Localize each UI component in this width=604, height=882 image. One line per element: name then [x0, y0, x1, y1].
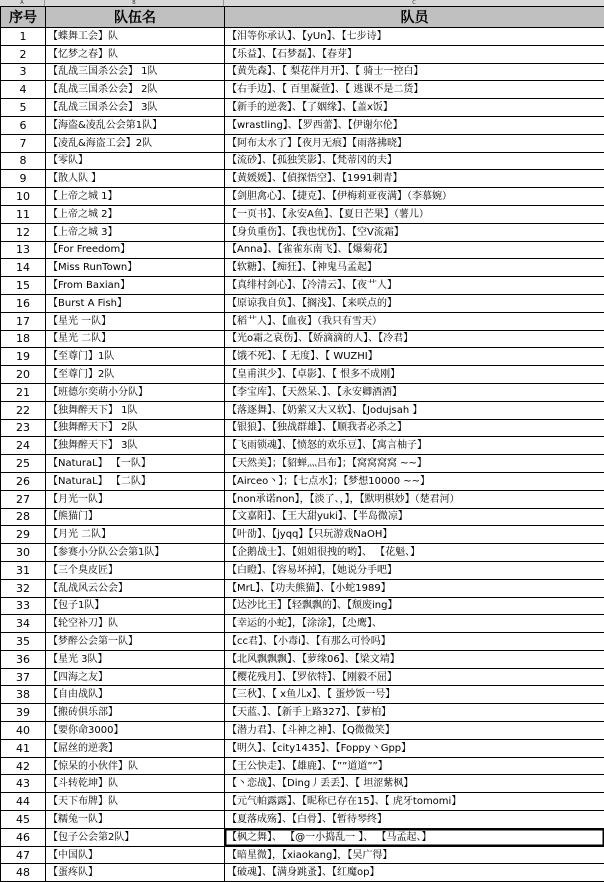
row-index-cell[interactable]: 19	[1, 348, 46, 366]
row-index-cell[interactable]: 42	[1, 757, 46, 775]
row-index-cell[interactable]: 34	[1, 615, 46, 633]
team-name-cell[interactable]: 【惊呆的小伙伴】队	[46, 757, 225, 775]
table-row	[1, 846, 604, 864]
members-cell[interactable]: 【幸运的小蛇】，【涂涂】，【尐鹰】、	[225, 615, 604, 633]
row-index-cell[interactable]: 21	[1, 383, 46, 401]
team-name-cell[interactable]: 【包子公会第2队】	[46, 828, 225, 846]
members-cell[interactable]: 【落逐舞】、【奶萦又大又软】、【Jodujsah 】	[225, 401, 604, 419]
members-cell[interactable]: 【MrL】、【功夫熊猫】、【小蛇1989】	[225, 579, 604, 597]
row-index-cell[interactable]: 28	[1, 508, 46, 526]
members-cell[interactable]: 【破魂】、【满身跳蚤】、【红魔op】	[225, 864, 604, 882]
team-name-cell[interactable]: 【自由战队】	[46, 686, 225, 704]
members-cell[interactable]: 【北风飘飘飘】、【萝缘06】、【梁文靖】	[225, 650, 604, 668]
team-name-cell[interactable]: 【屌丝的逆袭】	[46, 739, 225, 757]
row-index-cell[interactable]: 38	[1, 686, 46, 704]
row-index-cell[interactable]: 4	[1, 81, 46, 99]
row-index-cell[interactable]: 10	[1, 188, 46, 206]
column-header-c[interactable]: C	[224, 0, 604, 7]
column-header-a[interactable]: A	[0, 0, 45, 7]
row-index-cell[interactable]: 31	[1, 561, 46, 579]
team-name-cell[interactable]: 【独舞醉天下】 1队	[46, 401, 225, 419]
team-roster-table	[0, 6, 604, 882]
team-name-cell[interactable]: 【搬砖俱乐部】	[46, 704, 225, 722]
header-team[interactable]: 队伍名	[46, 7, 225, 28]
team-name-cell[interactable]: 【要你命3000】	[46, 722, 225, 740]
row-index-cell[interactable]: 32	[1, 579, 46, 597]
table-row	[1, 366, 604, 384]
row-index-cell[interactable]: 22	[1, 401, 46, 419]
team-name-cell[interactable]: 【星光 3队】	[46, 650, 225, 668]
team-name-cell[interactable]: 【三个臭皮匠】	[46, 561, 225, 579]
row-index-cell[interactable]: 33	[1, 597, 46, 615]
table-row	[1, 241, 604, 259]
members-cell[interactable]: 【Anna】、【雀雀东南飞】、【爆菊花】	[225, 241, 604, 259]
members-cell[interactable]: 【潜力君】、【斗神之神】、【Q微微笑】	[225, 722, 604, 740]
table-row	[1, 757, 604, 775]
members-cell[interactable]: 【阿布太水了】【夜月无痕】【雨落拂晓】	[225, 134, 604, 152]
table-row	[1, 668, 604, 686]
table-row	[1, 472, 604, 490]
row-index-cell[interactable]: 7	[1, 134, 46, 152]
team-name-cell[interactable]: 【零队】	[46, 152, 225, 170]
table-row	[1, 81, 604, 99]
members-cell[interactable]: 【一页书】、【永安A鱼】、【夏日芒果】（薯儿）	[225, 205, 604, 223]
team-name-cell[interactable]: 【乱战风云公会】	[46, 579, 225, 597]
team-name-cell[interactable]: 【From Baxian】	[46, 277, 225, 295]
table-row	[1, 828, 604, 846]
row-index-cell[interactable]: 5	[1, 99, 46, 117]
team-name-cell[interactable]: 【斗转乾坤】队	[46, 775, 225, 793]
members-cell[interactable]: 【元气帕露露】、【昵称已存在15】、【 虎牙tomomi】	[225, 793, 604, 811]
members-cell[interactable]: 【稻艹人】、【血夜】（我只有雪天）	[225, 312, 604, 330]
row-index-cell[interactable]: 18	[1, 330, 46, 348]
members-cell[interactable]: 【明久】、【city1435】、【Foppy丶Gpp】	[225, 739, 604, 757]
row-index-cell[interactable]: 43	[1, 775, 46, 793]
row-index-cell[interactable]: 26	[1, 472, 46, 490]
row-index-cell[interactable]: 25	[1, 455, 46, 473]
row-index-cell[interactable]: 20	[1, 366, 46, 384]
team-name-cell[interactable]: 【NaturaL】 【二队】	[46, 472, 225, 490]
team-name-cell[interactable]: 【至尊门】1队	[46, 348, 225, 366]
team-name-cell[interactable]: 【散人队 】	[46, 170, 225, 188]
team-name-cell[interactable]: 【乱战三国杀公会】 3队	[46, 99, 225, 117]
team-name-cell[interactable]: 【梦醉公会第一队】	[46, 633, 225, 651]
row-index-cell[interactable]: 8	[1, 152, 46, 170]
members-cell[interactable]: 【真绯村剑心】、【冷清云】、【夜艹人】	[225, 277, 604, 295]
row-index-cell[interactable]: 46	[1, 828, 46, 846]
table-row	[1, 526, 604, 544]
team-name-cell[interactable]: 【天下布牌】队	[46, 793, 225, 811]
table-row	[1, 152, 604, 170]
table-row	[1, 419, 604, 437]
row-index-cell[interactable]: 2	[1, 45, 46, 63]
row-index-cell[interactable]: 17	[1, 312, 46, 330]
row-index-cell[interactable]: 16	[1, 294, 46, 312]
table-row	[1, 223, 604, 241]
team-name-cell[interactable]: 【中国队】	[46, 846, 225, 864]
team-name-cell[interactable]: 【至尊门】2队	[46, 366, 225, 384]
team-name-cell[interactable]: 【忆梦之春】队	[46, 45, 225, 63]
members-cell[interactable]: 【Airceo丶】；【七点水】；【梦想10000 ~~】	[225, 472, 604, 490]
row-index-cell[interactable]: 3	[1, 63, 46, 81]
team-name-cell[interactable]: 【参赛小分队公会第1队】	[46, 544, 225, 562]
table-row	[1, 401, 604, 419]
table-row	[1, 561, 604, 579]
team-name-cell[interactable]: 【上帝之城 3】	[46, 223, 225, 241]
members-cell[interactable]: 【暗星微】，【xiaokang】，【吴广得】	[225, 846, 604, 864]
team-name-cell[interactable]: 【乱战三国杀公会】 1队	[46, 63, 225, 81]
members-cell[interactable]: 【皇甫淇少】、【卓影】、【 恨多不成刚】	[225, 366, 604, 384]
row-index-cell[interactable]: 48	[1, 864, 46, 882]
table-row	[1, 205, 604, 223]
members-cell[interactable]: 【泪等你承认】、【yUn】、【七步诗】	[225, 28, 604, 46]
header-index[interactable]: 序号	[1, 7, 46, 28]
team-name-cell[interactable]: 【轮空补刀】队	[46, 615, 225, 633]
members-cell[interactable]: 【cc君】、【小毒i】、【有那么可怜吗】	[225, 633, 604, 651]
members-cell[interactable]: 【飞雨锁魂】、【愤怒的欢乐豆】、【寓言柚子】	[225, 437, 604, 455]
members-cell[interactable]: 【天蓝、】、【新手上路327】、【萝柏】	[225, 704, 604, 722]
table-row	[1, 597, 604, 615]
members-cell[interactable]: 【黄媛媛】、【偵探悟空】、【1991刺青】	[225, 170, 604, 188]
row-index-cell[interactable]: 14	[1, 259, 46, 277]
members-cell[interactable]: 【夏落成殇】、【白骨】、【暂待琴终】	[225, 811, 604, 829]
table-row	[1, 116, 604, 134]
table-row	[1, 650, 604, 668]
members-cell[interactable]: 【wrastling】、【罗西蕾】、【伊谢尔伦】	[225, 116, 604, 134]
members-cell[interactable]: 【流砂】、【孤独笑影】、【梵蒂冈的夫】	[225, 152, 604, 170]
team-name-cell[interactable]: 【独舞醉天下】 3队	[46, 437, 225, 455]
table-row	[1, 63, 604, 81]
members-cell[interactable]: 【企鹅战士】、【姐姐很拽的哟】、 【花魁、】	[225, 544, 604, 562]
row-index-cell[interactable]: 11	[1, 205, 46, 223]
table-row	[1, 686, 604, 704]
team-name-cell[interactable]: 【包子1队】	[46, 597, 225, 615]
row-index-cell[interactable]: 41	[1, 739, 46, 757]
row-index-cell[interactable]: 36	[1, 650, 46, 668]
row-index-cell[interactable]: 1	[1, 28, 46, 46]
table-row	[1, 99, 604, 117]
members-cell[interactable]: 【天然美】；【貂蝉灬吕布】；【窝窝窝窝 ~~】	[225, 455, 604, 473]
members-cell[interactable]: 【三秋】、【 x鱼儿x】、【 蛋炒饭一号】	[225, 686, 604, 704]
team-name-cell[interactable]: 【月光 二队】	[46, 526, 225, 544]
team-name-cell[interactable]: 【Miss RunTown】	[46, 259, 225, 277]
members-cell[interactable]: 【银狼】、【独战群雄】、【顺我者必杀之】	[225, 419, 604, 437]
members-cell[interactable]: 【新手的逆袭】、【了姻缘】、【盖x饭】	[225, 99, 604, 117]
table-row	[1, 45, 604, 63]
row-index-cell[interactable]: 15	[1, 277, 46, 295]
members-cell[interactable]: 【樱花残月】、【罗依特】、【刚毅不屈】	[225, 668, 604, 686]
team-name-cell[interactable]: 【熊猫门】	[46, 508, 225, 526]
members-cell[interactable]: 【软糖】、【痴狂】、【神鬼马孟起】	[225, 259, 604, 277]
table-row	[1, 811, 604, 829]
members-cell[interactable]: 【枫之舞】、 【@一小捣乱一 】、 【马孟起、】	[225, 828, 604, 846]
column-header-b[interactable]: B	[45, 0, 224, 7]
row-index-cell[interactable]: 29	[1, 526, 46, 544]
table-row	[1, 775, 604, 793]
team-name-cell[interactable]: 【糯兔一队】	[46, 811, 225, 829]
row-index-cell[interactable]: 30	[1, 544, 46, 562]
table-row	[1, 348, 604, 366]
team-name-cell[interactable]: 【蛋疼队】	[46, 864, 225, 882]
row-index-cell[interactable]: 13	[1, 241, 46, 259]
header-members[interactable]: 队员	[225, 7, 604, 28]
members-cell[interactable]: 【乐益】、【石梦磊】、【春芽】	[225, 45, 604, 63]
table-row	[1, 437, 604, 455]
row-index-cell[interactable]: 35	[1, 633, 46, 651]
team-name-cell[interactable]: 【蝶舞工会】队	[46, 28, 225, 46]
row-index-cell[interactable]: 24	[1, 437, 46, 455]
row-index-cell[interactable]: 44	[1, 793, 46, 811]
team-name-cell[interactable]: 【乱战三国杀公会】 2队	[46, 81, 225, 99]
team-name-cell[interactable]: 【上帝之城 1】	[46, 188, 225, 206]
team-name-cell[interactable]: 【独舞醉天下】 2队	[46, 419, 225, 437]
team-name-cell[interactable]: 【For Freedom】	[46, 241, 225, 259]
members-cell[interactable]: 【光o霜之哀伤】、【娇滴滴的人】、【冷君】	[225, 330, 604, 348]
table-row	[1, 259, 604, 277]
members-cell[interactable]: 【剑胆禽心】、【捷克】、【伊梅莉亚夜满】（李慕婉）	[225, 188, 604, 206]
row-index-cell[interactable]: 6	[1, 116, 46, 134]
table-row	[1, 544, 604, 562]
row-index-cell[interactable]: 47	[1, 846, 46, 864]
team-name-cell[interactable]: 【上帝之城 2】	[46, 205, 225, 223]
table-row	[1, 277, 604, 295]
members-cell[interactable]: 【文嘉阳】、【王大甜yuki】、【半岛微凉】	[225, 508, 604, 526]
row-index-cell[interactable]: 27	[1, 490, 46, 508]
row-index-cell[interactable]: 39	[1, 704, 46, 722]
table-row	[1, 170, 604, 188]
row-index-cell[interactable]: 37	[1, 668, 46, 686]
table-row	[1, 739, 604, 757]
members-cell[interactable]: 【黄先森】、【 梨花伴月开】、【 骑士一控白】	[225, 63, 604, 81]
table-row	[1, 704, 604, 722]
table-row	[1, 508, 604, 526]
team-name-cell[interactable]: 【星光 一队】	[46, 312, 225, 330]
table-row	[1, 312, 604, 330]
table-row	[1, 28, 604, 46]
team-name-cell[interactable]: 【四海之友】	[46, 668, 225, 686]
row-index-cell[interactable]: 45	[1, 811, 46, 829]
members-cell[interactable]: 【右手边】、【 百里凝萱】、【 逃课不是二货】	[225, 81, 604, 99]
table-row	[1, 455, 604, 473]
table-row	[1, 793, 604, 811]
members-cell[interactable]: 【身负重伤】、【我也忧伤】、【空V流霜】	[225, 223, 604, 241]
team-name-cell[interactable]: 【NaturaL】 【一队】	[46, 455, 225, 473]
row-index-cell[interactable]: 23	[1, 419, 46, 437]
table-row	[1, 383, 604, 401]
members-cell[interactable]: 【白瞪】、【容易坏掉】，【她说分手吧】	[225, 561, 604, 579]
row-index-cell[interactable]: 40	[1, 722, 46, 740]
members-cell[interactable]: 【叶劭】、【jyqq】【只玩游戏NaOH】	[225, 526, 604, 544]
table-row	[1, 294, 604, 312]
table-row	[1, 864, 604, 882]
team-name-cell[interactable]: 【凌乱&海盗工会】2队	[46, 134, 225, 152]
row-index-cell[interactable]: 9	[1, 170, 46, 188]
table-row	[1, 722, 604, 740]
members-cell[interactable]: 【饿不死】、【 无度】、【 WUZHI】	[225, 348, 604, 366]
team-name-cell[interactable]: 【海盗&凌乱公会第1队】	[46, 116, 225, 134]
team-name-cell[interactable]: 【星光 二队】	[46, 330, 225, 348]
table-row	[1, 633, 604, 651]
table-body	[1, 28, 604, 882]
table-row	[1, 134, 604, 152]
row-index-cell[interactable]: 12	[1, 223, 46, 241]
members-cell[interactable]: 【达沙比王】【轻飘飘的】、【颓废ing】	[225, 597, 604, 615]
members-cell[interactable]: 【non承诺non】，【淡了、，】，【默明棋妙】（楚君河）	[225, 490, 604, 508]
members-cell[interactable]: 【王公快走】、【雄鹿】、【””道道””】	[225, 757, 604, 775]
header-row	[1, 7, 604, 28]
table-row	[1, 188, 604, 206]
table-row	[1, 579, 604, 597]
team-name-cell[interactable]: 【Burst A Fish】	[46, 294, 225, 312]
team-name-cell[interactable]: 【班德尔奕萌小分队】	[46, 383, 225, 401]
table-row	[1, 615, 604, 633]
team-name-cell[interactable]: 【月光一队】	[46, 490, 225, 508]
table-row	[1, 490, 604, 508]
members-cell[interactable]: 【丶恋战】、【Ding丿丢丢】、【 坦涩紫枫】	[225, 775, 604, 793]
members-cell[interactable]: 【原谅我自负】、【搁浅】、【来咲点的】	[225, 294, 604, 312]
table-row	[1, 330, 604, 348]
members-cell[interactable]: 【李宝库】、【天然呆、】、【永安卿酒酒】	[225, 383, 604, 401]
